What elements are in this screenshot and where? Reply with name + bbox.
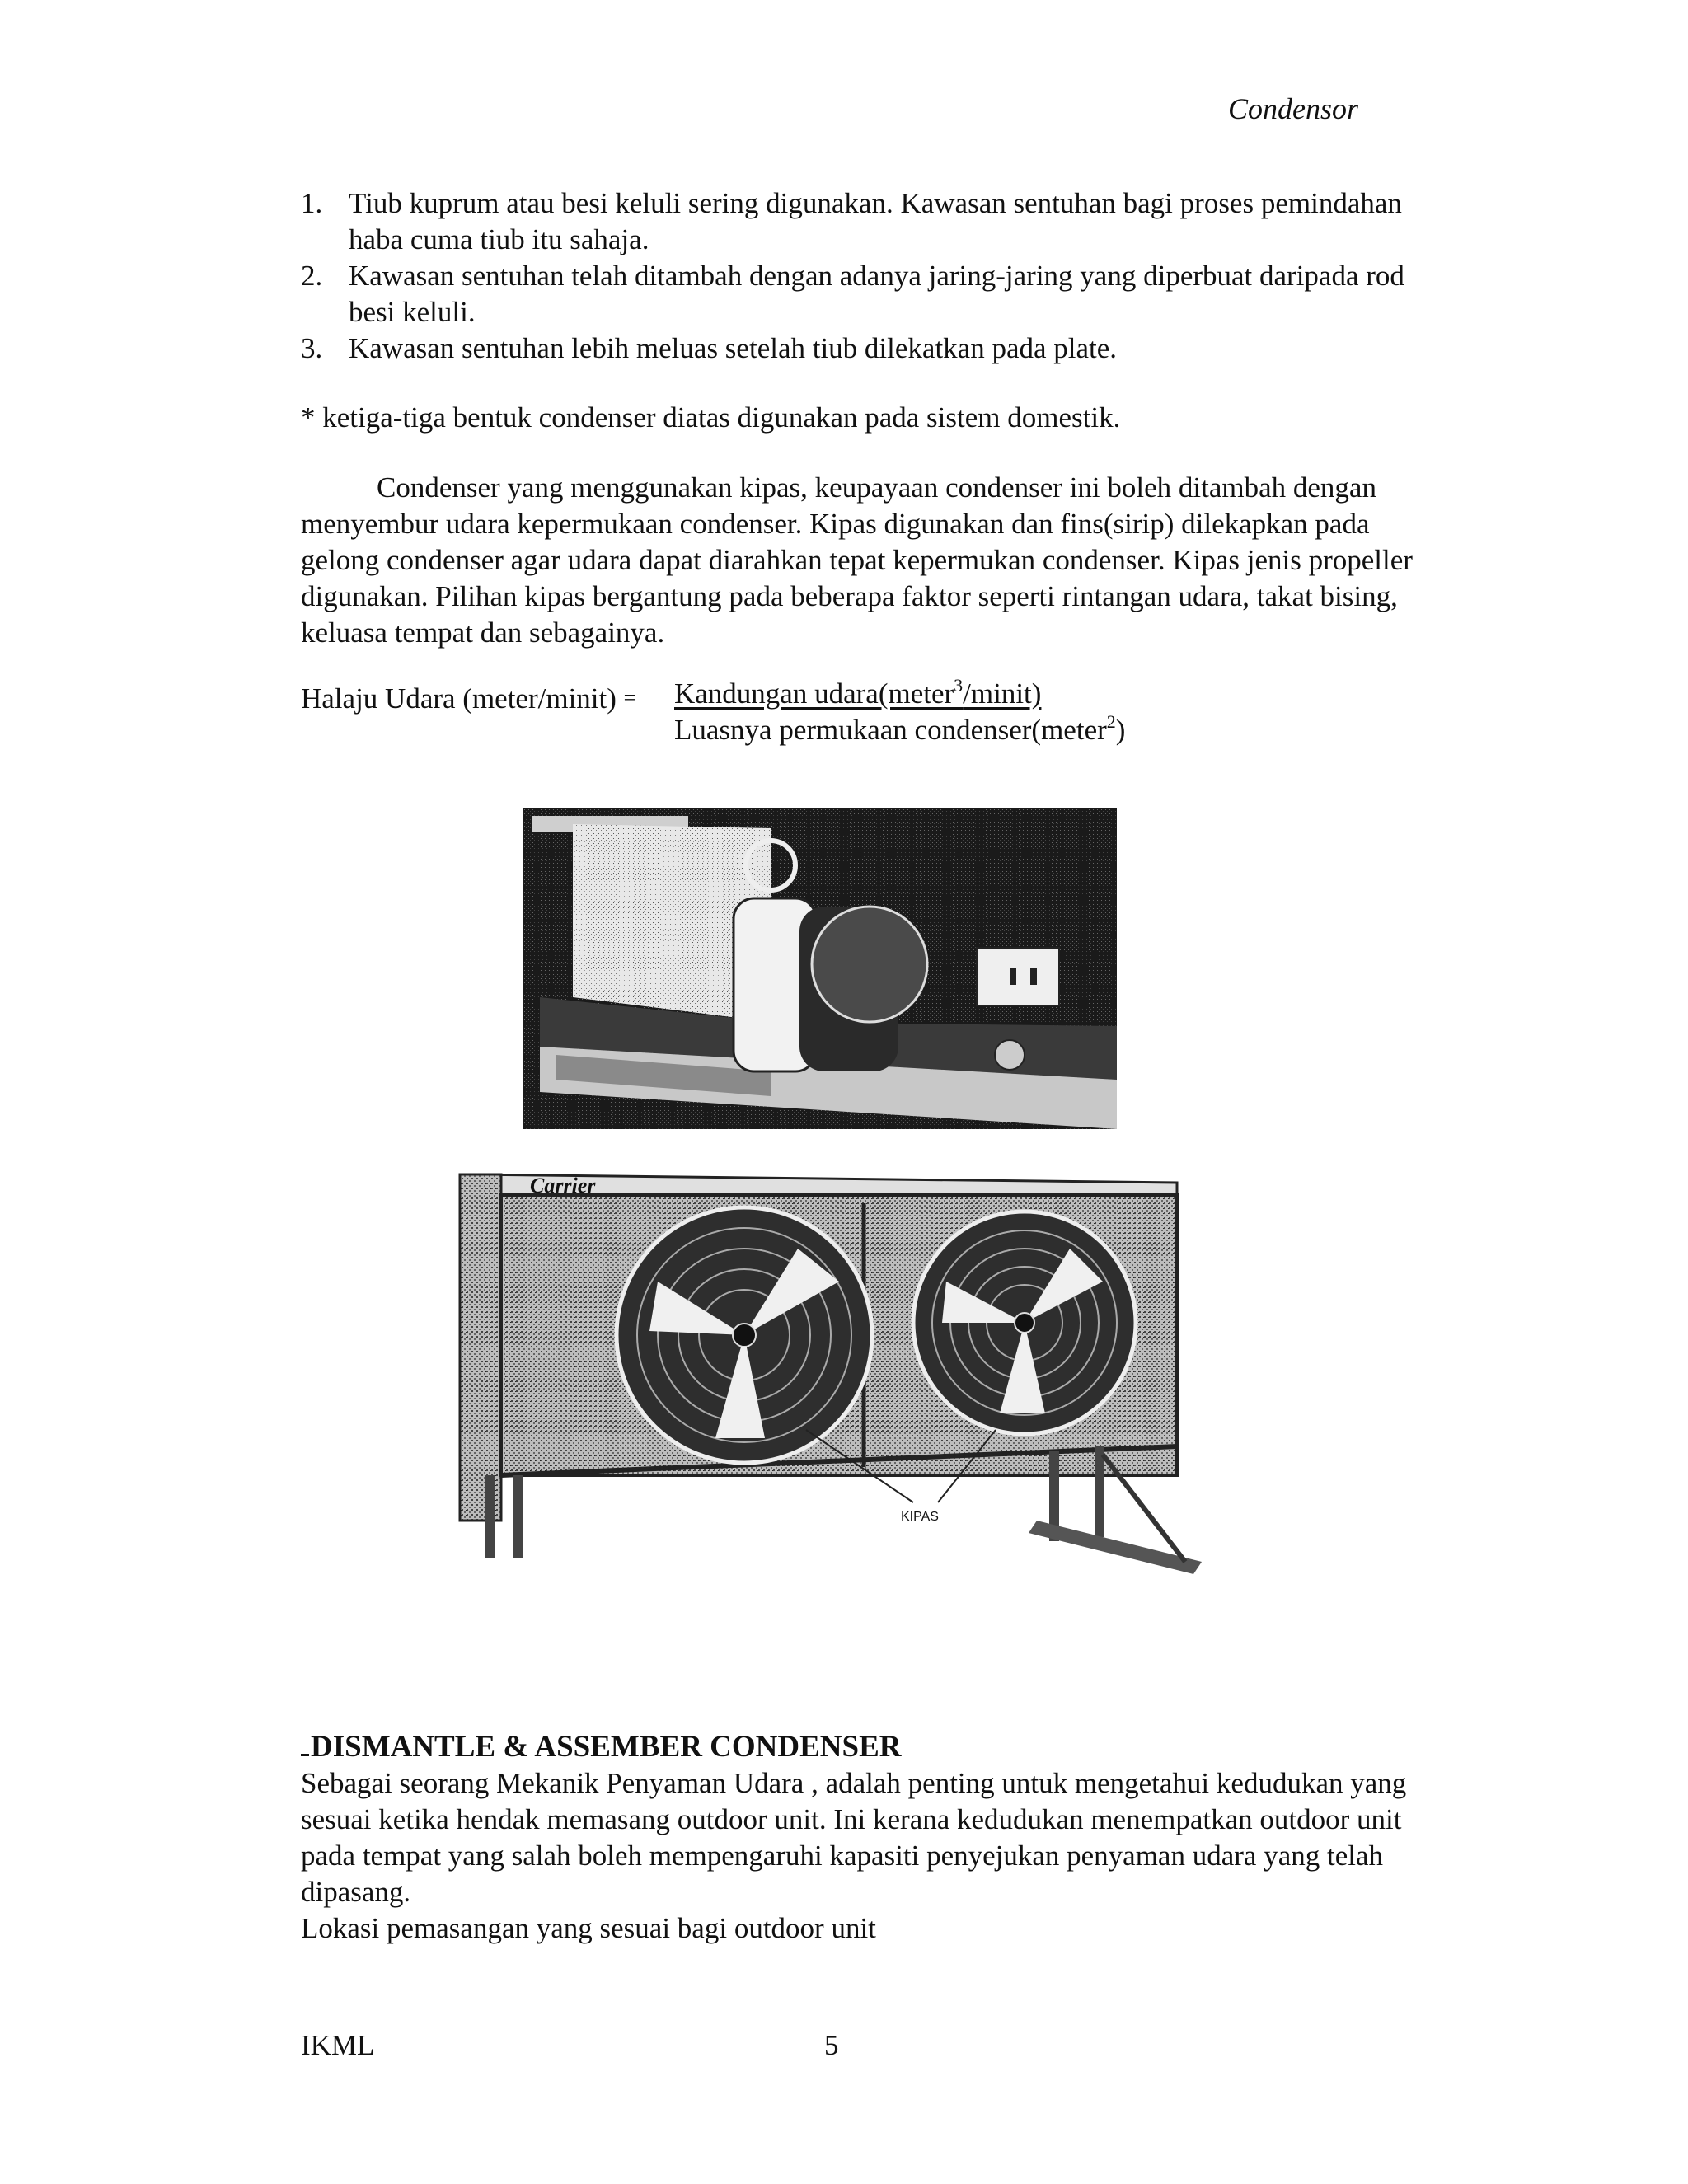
list-item-text: Kawasan sentuhan telah ditambah dengan adanya jaring-jaring yang diperbuat daripada rod besi keluli. [349, 260, 1404, 328]
section-last-line: Lokasi pemasangan yang sesuai bagi outdoor unit [301, 1912, 876, 1944]
fan-left [617, 1207, 872, 1463]
formula-numerator: Kandungan udara(meter$^3$/minit) [674, 675, 1042, 710]
list-item [301, 185, 1405, 258]
fan-right [913, 1212, 1136, 1434]
formula-equals: = [623, 686, 636, 710]
page-number: 5 [824, 2029, 839, 2061]
two-fan-condenser-photo [452, 1158, 1207, 1574]
fan-condenser-paragraph [301, 470, 1430, 651]
paragraph-text: Condenser yang menggunakan kipas, keupayaan condenser ini boleh ditambah dengan menyembur udara kepermukaan condenser. Kipas digunakan dan fins(sirip) dilekapkan pada gelong condenser agar udara dapat diarahkan tepat kepermukan condenser. Kipas jenis propeller digunakan. Pilihan kipas bergantung pada beberapa faktor seperti rintangan udara, takat bising, keluasa tempat dan sebagainya. [301, 471, 1413, 649]
fan-label: KIPAS [901, 1510, 939, 1524]
domestic-note: * ketiga-tiga bentuk condenser diatas digunakan pada sistem domestik. [301, 401, 1121, 434]
brand-label: Carrier [530, 1174, 596, 1197]
numbered-list [301, 185, 1405, 367]
formula-lhs [301, 680, 635, 717]
formula-denominator: Luasnya permukaan condenser(meter$^2$) [674, 711, 1126, 746]
section-body [301, 1765, 1447, 1947]
list-item [301, 330, 1405, 367]
formula-lhs-text: Halaju Udara (meter/minit) [301, 682, 617, 715]
formula-fraction [674, 676, 1125, 748]
page-header-title: Condensor [1228, 92, 1359, 125]
footer-label: IKML [301, 2029, 375, 2061]
section-heading [301, 1729, 902, 1765]
section-heading-text: DISMANTLE & ASSEMBER CONDENSER [311, 1730, 902, 1764]
list-item-text: Kawasan sentuhan lebih meluas setelah tiub dilekatkan pada plate. [349, 332, 1118, 364]
list-item [301, 258, 1405, 330]
list-item-text: Tiub kuprum atau besi keluli sering digunakan. Kawasan sentuhan bagi proses pemindahan haba cuma tiub itu sahaja. [349, 187, 1402, 255]
list-item-number: 1. [301, 187, 323, 219]
section-body-text: Sebagai seorang Mekanik Penyaman Udara , adalah penting untuk mengetahui kedudukan yang sesuai ketika hendak memasang outdoor unit. Ini kerana kedudukan menempatkan outdoor unit pada tempat yang salah boleh mempengaruhi kapasiti penyejukan penyaman udara yang telah dipasang. [301, 1767, 1407, 1908]
condensing-unit-photo [523, 808, 1150, 1146]
list-item-number: 3. [301, 332, 323, 364]
list-item-number: 2. [301, 260, 323, 292]
